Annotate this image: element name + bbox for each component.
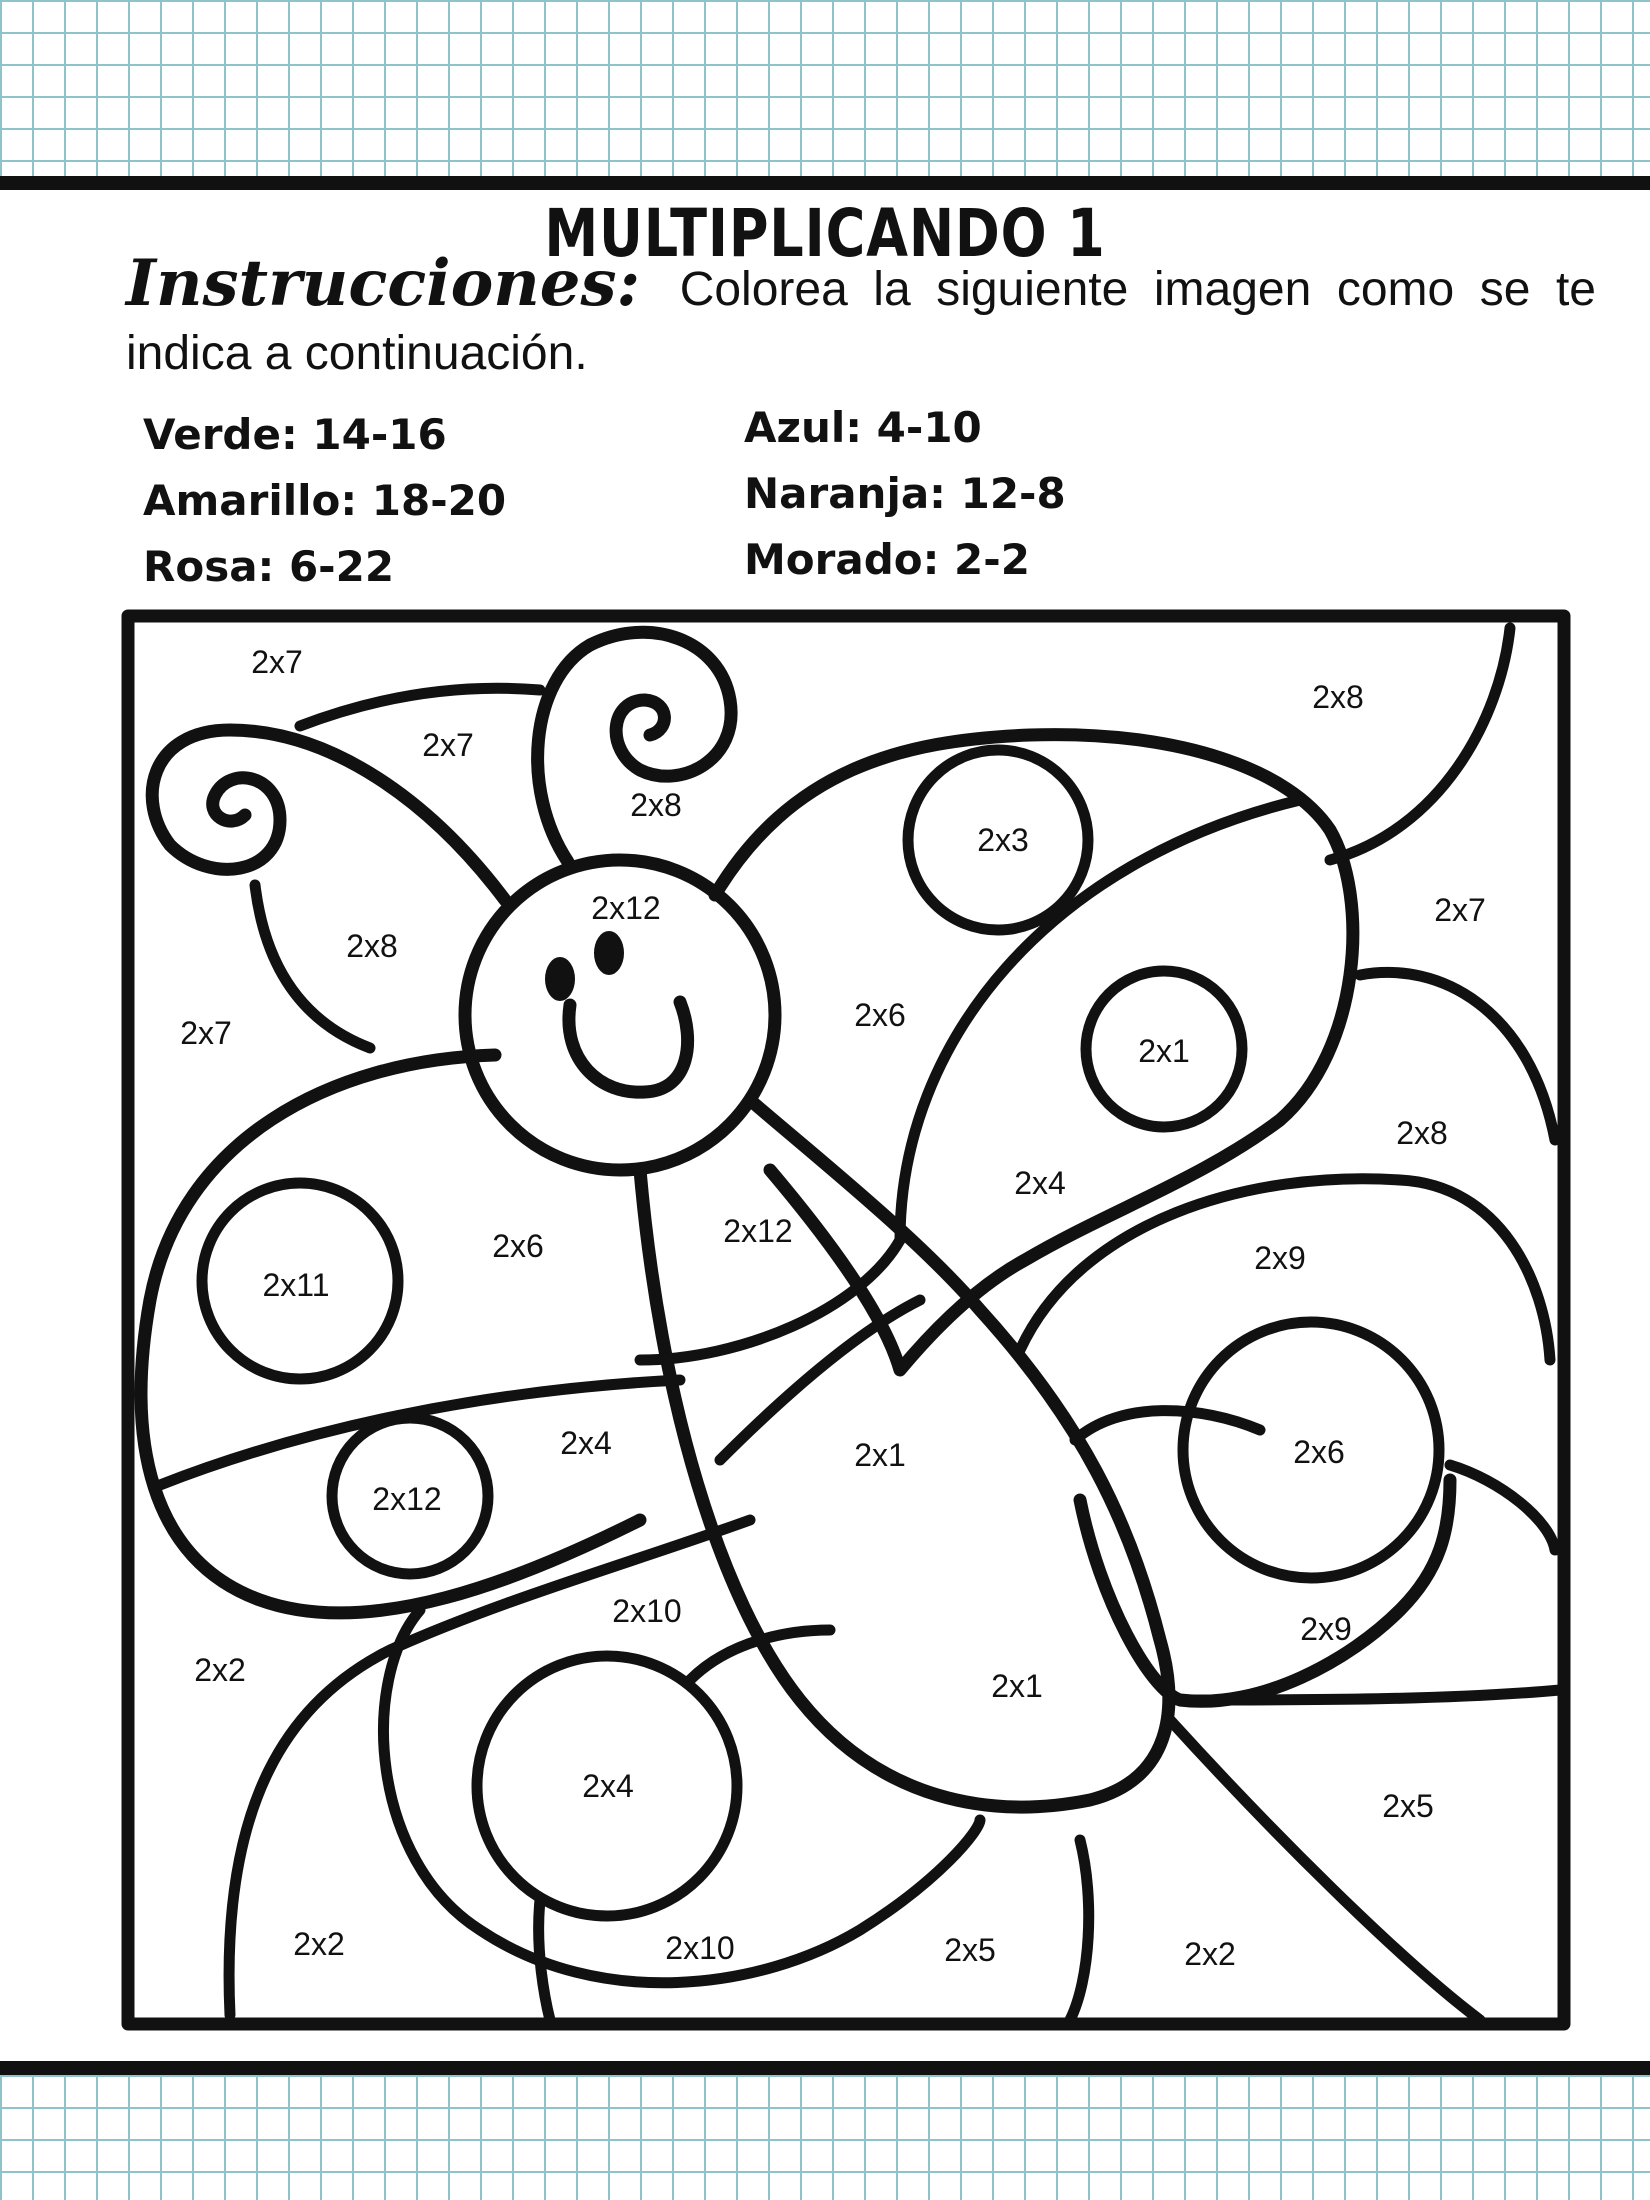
region-label: 2x12 <box>372 1481 442 1517</box>
outline-top-left-band <box>300 688 540 726</box>
color-key-azul: Azul: 4-10 <box>744 403 982 452</box>
region-label: 2x3 <box>977 822 1029 858</box>
region-label: 2x9 <box>1254 1240 1306 1276</box>
outline-bottom-right-stem <box>1070 1840 1089 2020</box>
instructions-text: Colorea la siguiente imagen como se te indica a continuación. <box>126 263 1596 380</box>
color-key-amarillo: Amarillo: 18-20 <box>143 476 507 525</box>
color-key-rosa: Rosa: 6-22 <box>143 542 395 591</box>
outline-right-scallop-1 <box>1360 972 1555 1140</box>
color-key-naranja: Naranja: 12-8 <box>744 469 1066 518</box>
outline-top-right-curve <box>1330 628 1510 860</box>
region-label: 2x8 <box>1312 679 1364 715</box>
region-label: 2x12 <box>723 1213 793 1249</box>
right-antenna <box>538 632 731 862</box>
region-label: 2x6 <box>1293 1434 1345 1470</box>
region-label: 2x8 <box>346 928 398 964</box>
instructions-label: Instrucciones: <box>126 246 641 321</box>
outline-lower-right-diagonal <box>1170 1720 1480 2020</box>
region-label: 2x8 <box>630 787 682 823</box>
region-label: 2x10 <box>612 1593 682 1629</box>
region-label: 2x10 <box>665 1930 735 1966</box>
lower-right-wing <box>1080 1480 1450 1701</box>
outline-lower-right-edge <box>1450 1465 1555 1550</box>
right-eye <box>594 931 624 975</box>
region-label: 2x4 <box>582 1768 634 1804</box>
color-key-verde: Verde: 14-16 <box>143 410 447 459</box>
region-label: 2x5 <box>944 1932 996 1968</box>
region-label: 2x1 <box>854 1437 906 1473</box>
region-label: 2x6 <box>854 997 906 1033</box>
region-label: 2x4 <box>1014 1165 1066 1201</box>
outline-lower-right-top <box>1075 1411 1260 1440</box>
region-label: 2x7 <box>422 727 474 763</box>
outline-left-antenna-lobe <box>255 885 370 1048</box>
region-label: 2x7 <box>1434 892 1486 928</box>
region-label: 2x7 <box>251 644 303 680</box>
region-label: 2x1 <box>1138 1033 1190 1069</box>
region-label: 2x9 <box>1300 1611 1352 1647</box>
graph-paper-bottom <box>0 2075 1650 2200</box>
color-key-morado: Morado: 2-2 <box>744 535 1030 584</box>
smile <box>569 1002 688 1092</box>
region-label: 2x2 <box>194 1652 246 1688</box>
body-segment-1 <box>720 1300 920 1460</box>
region-label: 2x6 <box>492 1228 544 1264</box>
worksheet-title: MULTIPLICANDO 1 <box>544 195 1106 272</box>
region-label: 2x1 <box>991 1668 1043 1704</box>
left-eye <box>545 957 575 1001</box>
picture-frame <box>128 616 1564 2024</box>
region-label: 2x12 <box>591 890 661 926</box>
region-label: 2x4 <box>560 1425 612 1461</box>
region-label: 2x2 <box>293 1926 345 1962</box>
region-label: 2x8 <box>1396 1115 1448 1151</box>
region-label: 2x2 <box>1184 1936 1236 1972</box>
bottom-rule <box>0 2061 1650 2075</box>
region-label: 2x7 <box>180 1015 232 1051</box>
region-label: 2x11 <box>262 1267 330 1303</box>
region-label: 2x5 <box>1382 1788 1434 1824</box>
outline-lower-left-inner <box>690 1630 830 1680</box>
